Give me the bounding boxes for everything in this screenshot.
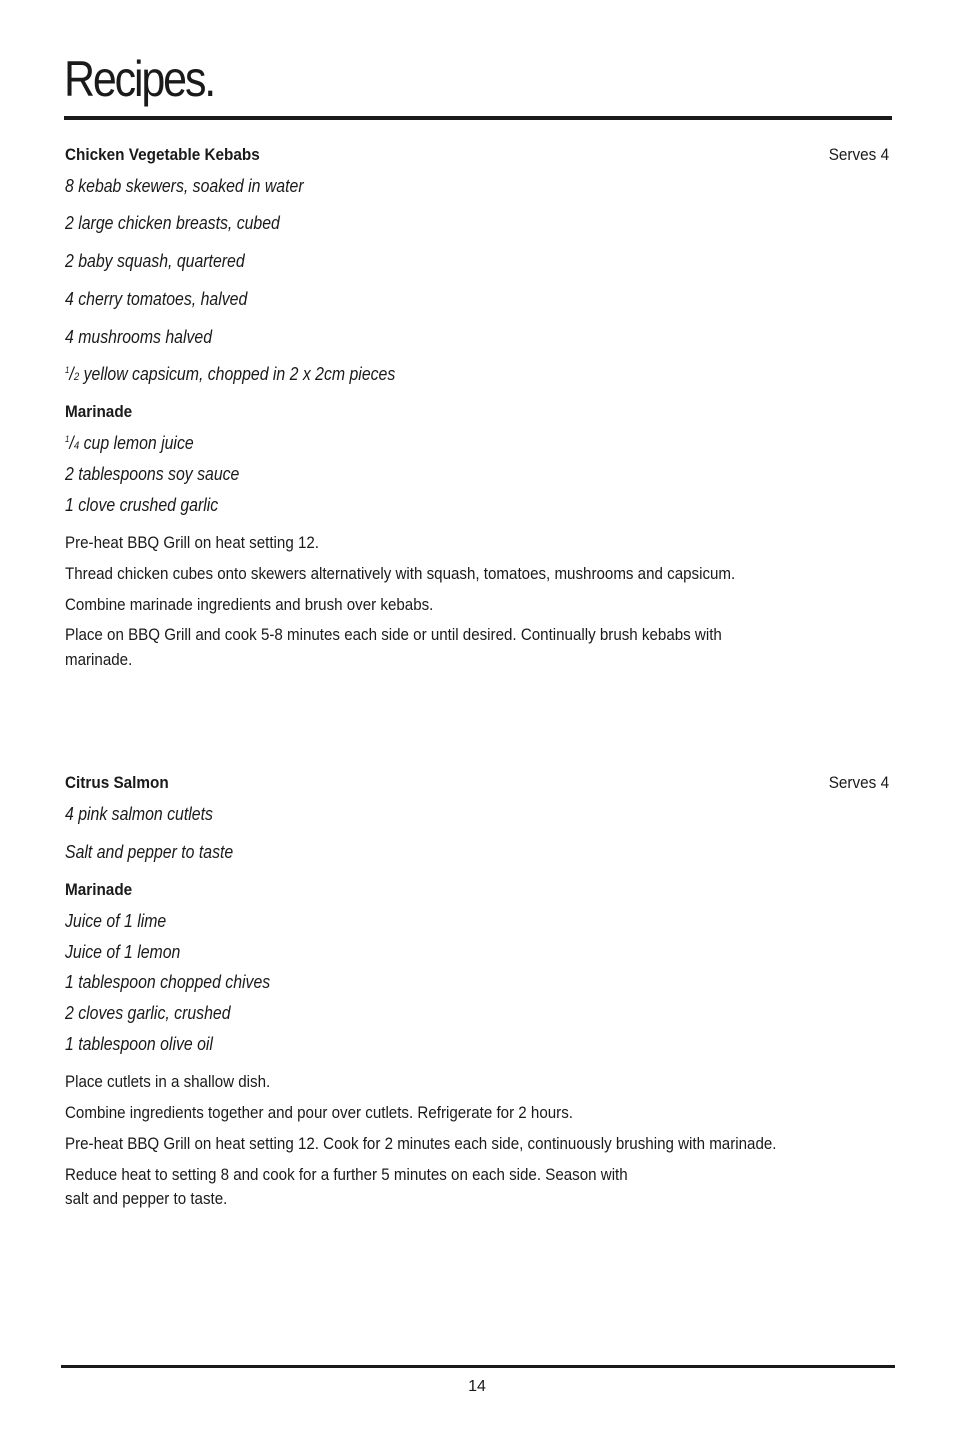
page-number: 14 xyxy=(468,1378,486,1395)
ingredient: 4 cherry tomatoes, halved xyxy=(65,289,248,309)
method-step: Reduce heat to setting 8 and cook for a further 5 minutes on each side. Season with xyxy=(65,1165,628,1184)
serves-label: Serves 4 xyxy=(828,145,889,164)
recipe-citrus-salmon xyxy=(65,773,889,793)
method-step: Thread chicken cubes onto skewers alternatively with squash, tomatoes, mushrooms and capsicum. xyxy=(65,564,736,583)
ingredient: 8 kebab skewers, soaked in water xyxy=(65,176,304,196)
ingredient-text: yellow capsicum, chopped in 2 x 2cm pieces xyxy=(79,364,396,384)
fraction-denominator: 4 xyxy=(73,440,80,452)
recipe-title: Citrus Salmon xyxy=(65,773,169,792)
recipe-title: Chicken Vegetable Kebabs xyxy=(65,145,260,164)
method-step: Pre-heat BBQ Grill on heat setting 12. Cook for 2 minutes each side, continuously brushing with marinade. xyxy=(65,1134,777,1153)
fraction-numerator: 1 xyxy=(65,365,70,375)
page-title: Recipes. xyxy=(64,51,215,107)
fraction-denominator: 2 xyxy=(73,371,80,383)
ingredient: 4 pink salmon cutlets xyxy=(65,804,213,824)
serves-label: Serves 4 xyxy=(828,773,889,792)
marinade-ingredient: 2 tablespoons soy sauce xyxy=(65,464,240,484)
footer-rule xyxy=(61,1365,895,1368)
ingredient-text: cup lemon juice xyxy=(79,433,194,453)
marinade-ingredient: 2 cloves garlic, crushed xyxy=(65,1003,231,1023)
ingredient: 2 large chicken breasts, cubed xyxy=(65,213,280,233)
marinade-ingredient: Juice of 1 lime xyxy=(65,911,167,931)
marinade-heading: Marinade xyxy=(65,402,133,421)
ingredient: 4 mushrooms halved xyxy=(65,327,213,347)
recipe-chicken-vegetable-kebabs xyxy=(65,145,889,165)
method-step: Combine ingredients together and pour over cutlets. Refrigerate for 2 hours. xyxy=(65,1103,573,1122)
ingredient: Salt and pepper to taste xyxy=(65,842,234,862)
marinade-ingredient: Juice of 1 lemon xyxy=(65,942,181,962)
method-step: Pre-heat BBQ Grill on heat setting 12. xyxy=(65,533,319,552)
recipe-header xyxy=(65,145,889,165)
title-rule xyxy=(64,116,892,120)
method-step: Place on BBQ Grill and cook 5-8 minutes each side or until desired. Continually brush kebabs with xyxy=(65,625,722,644)
method-step-continued: salt and pepper to taste. xyxy=(65,1189,228,1208)
marinade-ingredient-fraction: $^1$/4 cup lemon juice xyxy=(65,433,194,453)
method-step: Place cutlets in a shallow dish. xyxy=(65,1072,271,1091)
marinade-heading: Marinade xyxy=(65,880,133,899)
ingredient-fraction: $^1$/2 yellow capsicum, chopped in 2 x 2cm pieces xyxy=(65,364,396,384)
recipe-header xyxy=(65,773,889,793)
fraction-numerator: 1 xyxy=(65,434,70,444)
marinade-ingredient: 1 clove crushed garlic xyxy=(65,495,219,515)
method-step: Combine marinade ingredients and brush over kebabs. xyxy=(65,595,434,614)
marinade-ingredient: 1 tablespoon chopped chives xyxy=(65,972,271,992)
ingredient: 2 baby squash, quartered xyxy=(65,251,245,271)
method-step-continued: marinade. xyxy=(65,650,133,669)
marinade-ingredient: 1 tablespoon olive oil xyxy=(65,1034,213,1054)
